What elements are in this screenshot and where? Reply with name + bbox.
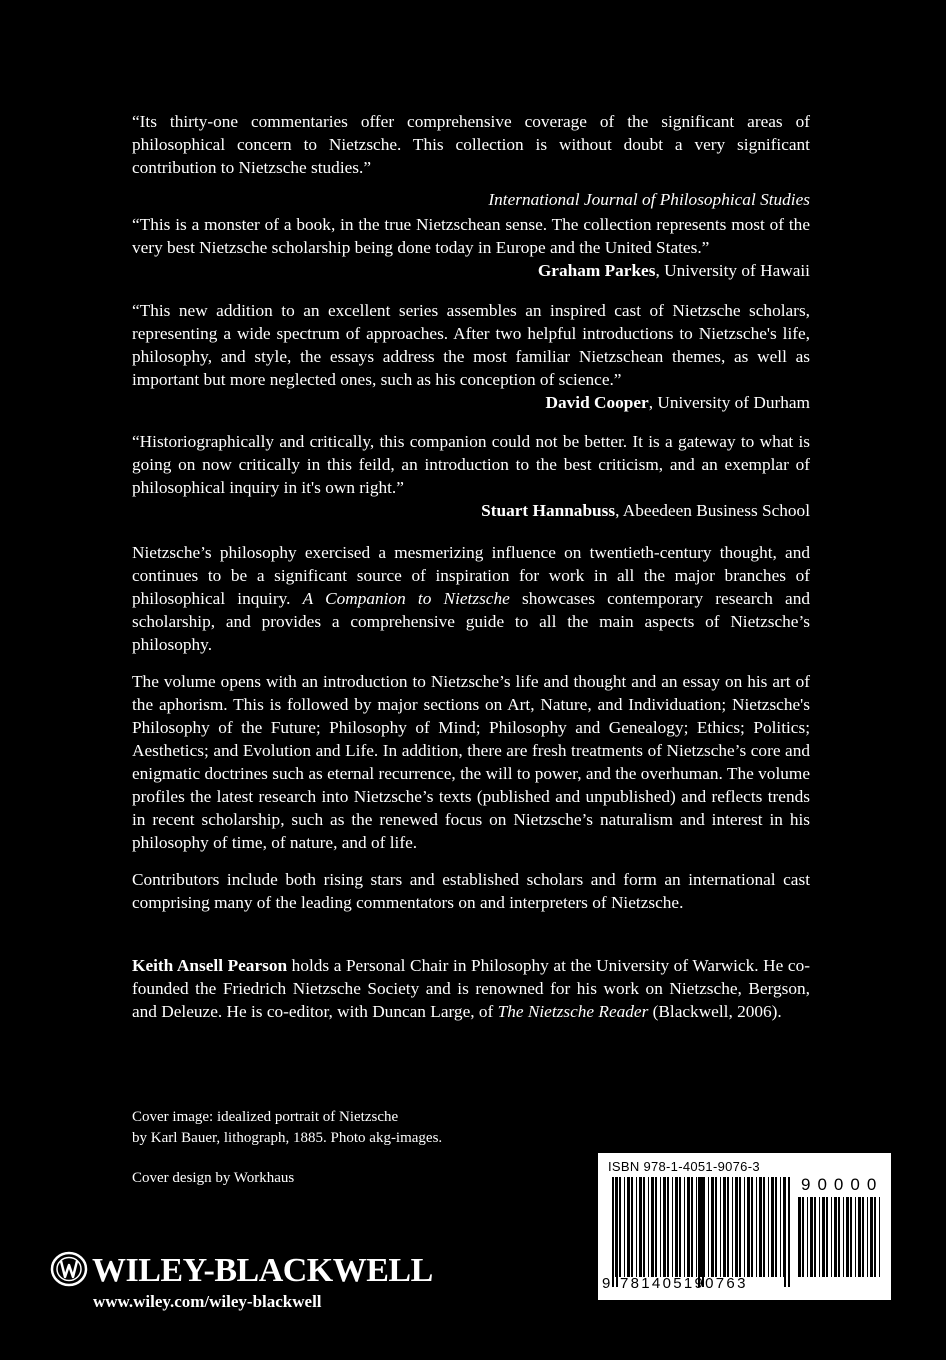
barcode-bar <box>727 1177 729 1277</box>
text-run: (Blackwell, 2006). <box>648 1002 782 1021</box>
credits <box>132 1107 572 1189</box>
cover-image-credit-line-1: Cover image: idealized portrait of Nietzsche <box>132 1109 399 1125</box>
barcode-bar <box>639 1177 642 1277</box>
barcode-bar <box>862 1197 864 1277</box>
barcode-bar <box>850 1197 852 1277</box>
barcode-guard-bar <box>788 1177 790 1287</box>
reviewer-affiliation: , University of Hawaii <box>655 261 810 280</box>
barcode-bar <box>744 1177 745 1277</box>
barcode-bar <box>759 1177 762 1277</box>
barcode-bar <box>834 1197 837 1277</box>
barcode-bar <box>874 1197 876 1277</box>
barcode-bar <box>843 1197 844 1277</box>
barcode-bar <box>675 1177 678 1277</box>
review-4 <box>132 430 810 522</box>
barcode-bar <box>627 1177 630 1277</box>
description-paragraph-3: Contributors include both rising stars and established scholars and form an international cast comprising many of the leading commentators on and interpreters of Nietzsche. <box>132 870 810 912</box>
barcode-bar <box>802 1197 804 1277</box>
reviewer-name: David Cooper <box>545 393 649 412</box>
barcode-bar <box>720 1177 721 1277</box>
barcode-bar <box>810 1197 813 1277</box>
barcode-bar <box>711 1177 714 1277</box>
barcode-bar <box>858 1197 861 1277</box>
editor-name: Keith Ansell Pearson <box>132 956 288 975</box>
barcode-bar <box>684 1177 685 1277</box>
barcode-bar <box>867 1197 868 1277</box>
barcode-bar <box>651 1177 654 1277</box>
barcode-bar <box>822 1197 825 1277</box>
review-attribution <box>132 499 810 522</box>
text-run: holds a Personal Chair in Philosophy at the University of Warwick. He co-founded the Friedrich Nietzsche Society and is renowned for his work on Nietzsche, Bergson, and Deleuze. He is co-editor, with Duncan Large, of <box>132 956 810 1021</box>
review-quote: “Its thirty-one commentaries offer comprehensive coverage of the significant areas of philosophical concern to Nietzsche. This collection is without doubt a very significant contribution to Nietzsche studies.” <box>132 112 810 177</box>
barcode-bar <box>660 1177 661 1277</box>
review-quote: “This new addition to an excellent series assembles an inspired cast of Nietzsche scholars, representing a wide spectrum of approaches. After two helpful introductions to Nietzsche's life, philosophy, and style, the essays address the most familiar Nietzschean themes, as well as important but more neglected ones, such as his conception of science.” <box>132 301 810 389</box>
barcode-bar <box>798 1197 801 1277</box>
description-paragraph-1 <box>132 541 810 656</box>
barcode-bar <box>663 1177 666 1277</box>
barcode-bar <box>631 1177 633 1277</box>
reviewer-name: Graham Parkes <box>537 261 656 280</box>
barcode-bar <box>747 1177 750 1277</box>
barcode-bar <box>855 1197 856 1277</box>
barcode-bar <box>751 1177 753 1277</box>
review-quote: “This is a monster of a book, in the true Nietzschean sense. The collection represents most of the very best Nietzsche scholarship being done today in Europe and the United States.” <box>132 215 810 257</box>
isbn-label: ISBN 978-1-4051-9076-3 <box>608 1159 760 1174</box>
barcode-bar <box>715 1177 717 1277</box>
barcode-bar <box>879 1197 880 1277</box>
editor-bio <box>132 954 810 1023</box>
barcode-guard-bar <box>616 1177 618 1287</box>
editor-bio-text <box>132 954 810 1023</box>
reviewer-affiliation: , University of Durham <box>648 393 810 412</box>
barcode-guard-bar <box>702 1177 704 1287</box>
barcode-bar <box>870 1197 873 1277</box>
description-paragraph-2: The volume opens with an introduction to Nietzsche’s life and thought and an essay on his art of the aphorism. This is followed by major sections on Art, Nature, and Individuation; Nietzsche's Philosophy of the Future; Philosophy of Mind; Philosophy and Genealogy; Ethics; Politics; Aesthetics; and Evolution and Life. In addition, there are fresh treatments of Nietzsche’s core and enigmatic doctrines such as eternal recurrence, the will to power, and the overhuman. The volume profiles the latest research into Nietzsche’s texts (published and unpublished) and reflects trends in recent scholarship, such as the renewed focus on Nietzsche’s naturalism and interest in his philosophy of time, of nature, and of life. <box>132 672 810 852</box>
barcode-bar <box>819 1197 820 1277</box>
publisher-name: WILEY-BLACKWELL <box>92 1252 433 1289</box>
text-run: Nietzsche’s philosophy exercised a mesmerizing influence on twentieth-century thought, and continues to be a significant source of inspiration for work in all the major branches of philosophical inquiry. <box>132 543 810 608</box>
barcode-bar <box>648 1177 649 1277</box>
price-code: 90000 <box>801 1175 884 1194</box>
book-title: A Companion to Nietzsche <box>302 589 510 608</box>
review-1 <box>132 110 810 211</box>
publisher-logo <box>50 1253 433 1289</box>
barcode-guard-bar <box>698 1177 700 1287</box>
barcode-bar <box>780 1177 781 1277</box>
publisher-url: www.wiley.com/wiley-blackwell <box>93 1292 322 1311</box>
review-attribution <box>132 391 810 414</box>
review-source: International Journal of Philosophical Studies <box>488 190 810 209</box>
cover-image-credit-line-2: by Karl Bauer, lithograph, 1885. Photo akg-images. <box>132 1130 443 1146</box>
barcode-bar <box>846 1197 849 1277</box>
barcode-bar <box>723 1177 726 1277</box>
barcode-bar <box>655 1177 657 1277</box>
wiley-emblem-icon <box>50 1251 88 1292</box>
description <box>132 541 810 914</box>
review-2 <box>132 213 810 282</box>
barcode-bar <box>691 1177 693 1277</box>
barcode-bar <box>756 1177 757 1277</box>
barcode-digits: 781405190763 <box>620 1275 748 1292</box>
barcode-bar <box>739 1177 741 1277</box>
barcode-guard-bar <box>784 1177 786 1287</box>
book-title: The Nietzsche Reader <box>497 1002 649 1021</box>
barcode-bar <box>732 1177 733 1277</box>
review-attribution <box>132 259 810 282</box>
barcode-bar <box>667 1177 669 1277</box>
cover-design-credit: Cover design by Workhaus <box>132 1170 295 1186</box>
review-quote: “Historiographically and critically, this companion could not be better. It is a gateway to what is going on now critically in this feild, an introduction to the best criticism, and an exemplar of philosophical inquiry in it's own right.” <box>132 432 810 497</box>
barcode-bar <box>826 1197 828 1277</box>
barcode-bar <box>636 1177 637 1277</box>
reviewer-affiliation: , Abeedeen Business School <box>615 501 810 520</box>
barcode-bar <box>679 1177 681 1277</box>
barcode-bar <box>814 1197 816 1277</box>
barcode-bar <box>807 1197 808 1277</box>
barcode-bar <box>619 1177 621 1277</box>
barcode-bar <box>696 1177 697 1277</box>
isbn-barcode <box>598 1153 891 1300</box>
barcode-bar <box>672 1177 673 1277</box>
text-run: showcases contemporary research and scholarship, and provides a comprehensive guide to all the main aspects of Nietzsche’s philosophy. <box>132 589 810 654</box>
barcode-bar <box>831 1197 832 1277</box>
barcode-bar <box>771 1177 774 1277</box>
reviewer-name: Stuart Hannabuss <box>481 501 616 520</box>
barcode-bar <box>768 1177 769 1277</box>
barcode-bar <box>624 1177 625 1277</box>
barcode-bar <box>687 1177 690 1277</box>
review-3 <box>132 299 810 414</box>
barcode-bar <box>775 1177 777 1277</box>
barcode-bar <box>838 1197 840 1277</box>
barcode-bar <box>763 1177 765 1277</box>
barcode-bar <box>708 1177 709 1277</box>
barcode-bar <box>735 1177 738 1277</box>
barcode-bar <box>643 1177 645 1277</box>
barcode-first-digit: 9 <box>602 1275 611 1292</box>
barcode-guard-bar <box>612 1177 614 1287</box>
